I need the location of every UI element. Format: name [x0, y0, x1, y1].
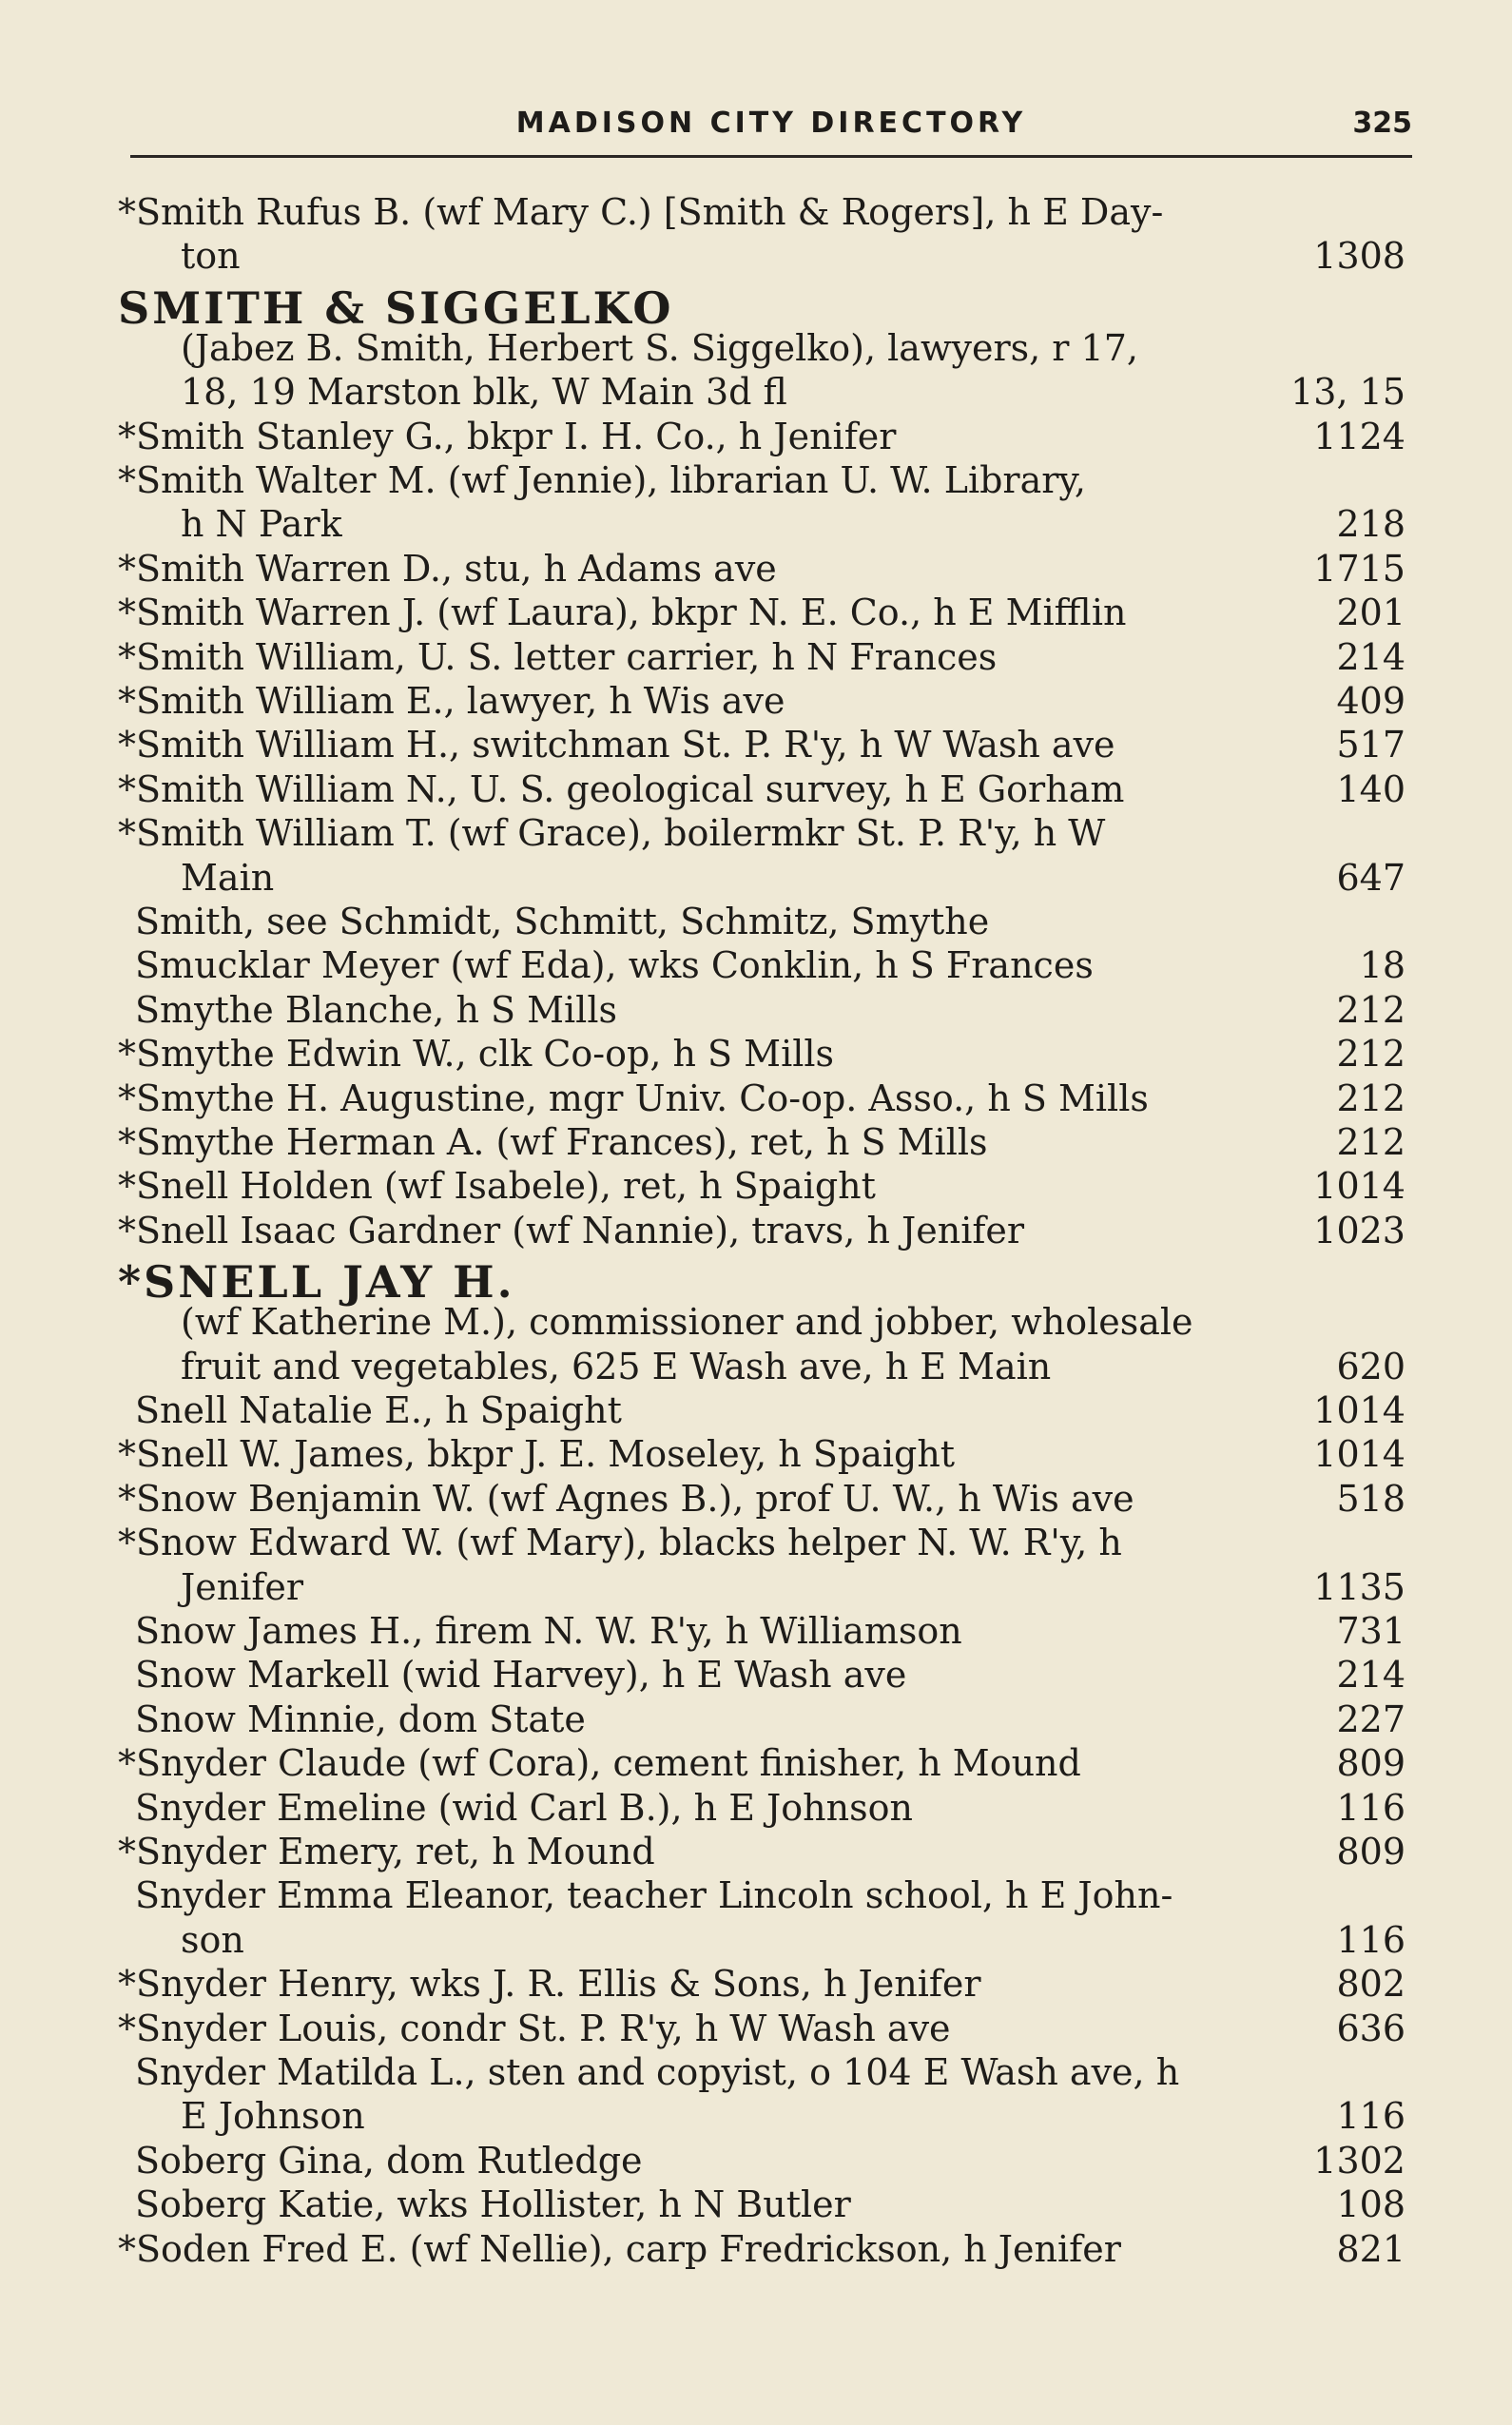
- entry-text: Snyder Emeline (wid Carl B.), h E Johnson: [135, 1786, 913, 1829]
- directory-line: [181, 1565, 1405, 1609]
- directory-line: [118, 547, 1405, 591]
- entry-number: 1014: [1313, 1389, 1405, 1431]
- entry-number: 212: [1336, 1121, 1405, 1163]
- entry-number: 116: [1336, 1918, 1405, 1961]
- entry-number: 108: [1336, 2183, 1405, 2226]
- entry-number: 1014: [1313, 1433, 1405, 1476]
- entry-text: fruit and vegetables, 625 E Wash ave, h E Main: [181, 1345, 1052, 1387]
- entry-number: 731: [1336, 1610, 1405, 1652]
- directory-line: [135, 2182, 1405, 2226]
- directory-line: [118, 679, 1405, 723]
- entry-text: Smith, see Schmidt, Schmitt, Schmitz, Smythe: [135, 901, 990, 942]
- entry-number: 517: [1336, 724, 1405, 766]
- directory-line: [181, 234, 1405, 278]
- entry-text: Smythe Blanche, h S Mills: [135, 988, 617, 1031]
- entry-text: (Jabez B. Smith, Herbert S. Siggelko), lawyers, r 17,: [181, 326, 1138, 369]
- directory-line: [118, 190, 1405, 234]
- entry-number: 636: [1336, 2007, 1405, 2049]
- directory-line: [181, 502, 1405, 546]
- entry-text: Main: [181, 856, 275, 899]
- entry-text: *Snyder Louis, condr St. P. R'y, h W Wash ave: [118, 2007, 951, 2049]
- entry-text: *Snyder Claude (wf Cora), cement finisher, h Mound: [118, 1742, 1081, 1785]
- directory-line: [181, 1300, 1405, 1344]
- entry-text: *Snell W. James, bkpr J. E. Moseley, h Spaight: [118, 1433, 956, 1476]
- directory-line: [118, 811, 1405, 855]
- directory-line: [118, 2007, 1405, 2050]
- entry-text: Snyder Emma Eleanor, teacher Lincoln school, h E John-: [135, 1874, 1173, 1917]
- directory-line: [118, 767, 1405, 811]
- entry-text: *Snow Benjamin W. (wf Agnes B.), prof U. W., h Wis ave: [118, 1477, 1134, 1520]
- directory-line: [135, 1653, 1405, 1697]
- entry-text: Snow James H., firem N. W. R'y, h Williamson: [135, 1610, 962, 1652]
- directory-line: [181, 1345, 1405, 1388]
- entry-number: 212: [1336, 1033, 1405, 1076]
- entry-number: 647: [1336, 856, 1405, 899]
- entry-number: 13, 15: [1290, 371, 1405, 414]
- entry-number: 140: [1336, 767, 1405, 810]
- entry-number: 212: [1336, 988, 1405, 1031]
- entry-text: *Snow Edward W. (wf Mary), blacks helper N. W. R'y, h: [118, 1522, 1122, 1564]
- entry-text: Soberg Katie, wks Hollister, h N Butler: [135, 2183, 851, 2226]
- entry-text: 18, 19 Marston blk, W Main 3d fl: [181, 371, 787, 414]
- entry-number: 809: [1336, 1831, 1405, 1872]
- directory-line: [118, 2227, 1405, 2271]
- directory-line: [181, 2094, 1405, 2138]
- entry-number: 116: [1336, 1786, 1405, 1829]
- entry-number: 18: [1359, 944, 1405, 987]
- directory-line: [118, 1962, 1405, 2006]
- entry-number: 201: [1336, 592, 1405, 634]
- entry-number: 218: [1336, 503, 1405, 546]
- entry-number: 802: [1336, 1963, 1405, 2006]
- directory-line: [118, 723, 1405, 766]
- entry-number: 116: [1336, 2095, 1405, 2138]
- page-header: [130, 103, 1412, 152]
- entry-text: E Johnson: [181, 2095, 365, 2138]
- entry-text: Jenifer: [181, 1565, 304, 1608]
- directory-line: [118, 1120, 1405, 1164]
- entry-number: 821: [1336, 2227, 1405, 2270]
- directory-line: [118, 1432, 1405, 1476]
- entry-number: 1715: [1313, 547, 1405, 590]
- directory-line: [118, 635, 1405, 679]
- entry-text: h N Park: [181, 503, 342, 546]
- entry-text: *Smith William T. (wf Grace), boilermkr St. P. R'y, h W: [118, 812, 1106, 855]
- directory-line: [135, 1609, 1405, 1653]
- directory-line: [135, 1388, 1405, 1432]
- entry-number: 1124: [1313, 415, 1405, 457]
- directory-line: [181, 326, 1405, 370]
- entry-text: *Smith William E., lawyer, h Wis ave: [118, 680, 785, 722]
- directory-line: [135, 2050, 1405, 2094]
- entry-text: *Snell Isaac Gardner (wf Nannie), travs, h Jenifer: [118, 1209, 1025, 1251]
- directory-line: [118, 1164, 1405, 1208]
- directory-line: [135, 1873, 1405, 1917]
- directory-line: [135, 900, 1405, 943]
- firm-heading: *SNELL JAY H.: [118, 1256, 515, 1309]
- entry-number: 518: [1336, 1477, 1405, 1520]
- header-rule: [130, 155, 1412, 158]
- entry-text: *Smith William N., U. S. geological survey, h E Gorham: [118, 767, 1125, 810]
- directory-line: [181, 370, 1405, 414]
- page-title: MADISON CITY DIRECTORY: [515, 107, 1027, 140]
- entry-text: *Smith Stanley G., bkpr I. H. Co., h Jenifer: [118, 415, 897, 457]
- entry-number: 214: [1336, 1654, 1405, 1697]
- entry-text: *Snell Holden (wf Isabele), ret, h Spaight: [118, 1165, 876, 1208]
- entry-number: 1308: [1313, 235, 1405, 278]
- page-number: 325: [1352, 107, 1412, 140]
- directory-line: [118, 1477, 1405, 1521]
- entry-text: *Smith William, U. S. letter carrier, h N Frances: [118, 635, 998, 678]
- entry-number: 809: [1336, 1742, 1405, 1785]
- directory-line: [135, 943, 1405, 987]
- directory-line: [118, 1830, 1405, 1873]
- entry-text: Smucklar Meyer (wf Eda), wks Conklin, h S Frances: [135, 944, 1094, 987]
- directory-line: [118, 1077, 1405, 1120]
- entry-number: 212: [1336, 1077, 1405, 1119]
- entry-text: *Smith Walter M. (wf Jennie), librarian U. W. Library,: [118, 459, 1086, 501]
- directory-line: [118, 591, 1405, 634]
- entry-number: 1135: [1313, 1565, 1405, 1608]
- entry-text: (wf Katherine M.), commissioner and jobber, wholesale: [181, 1301, 1193, 1344]
- entry-number: 227: [1336, 1698, 1405, 1740]
- entry-text: *Smith William H., switchman St. P. R'y, h W Wash ave: [118, 724, 1115, 766]
- entry-text: ton: [181, 235, 241, 278]
- directory-line: [181, 1918, 1405, 1962]
- directory-line: [135, 2139, 1405, 2182]
- entry-text: *Smythe Edwin W., clk Co-op, h S Mills: [118, 1033, 835, 1076]
- entry-text: Snyder Matilda L., sten and copyist, o 104 E Wash ave, h: [135, 2051, 1180, 2093]
- entry-text: *Snyder Emery, ret, h Mound: [118, 1831, 655, 1872]
- entry-text: *Smith Warren J. (wf Laura), bkpr N. E. Co., h E Mifflin: [118, 592, 1127, 634]
- directory-line: [118, 1741, 1405, 1785]
- entry-number: 620: [1336, 1345, 1405, 1387]
- entry-text: Snow Minnie, dom State: [135, 1698, 586, 1740]
- directory-line: [118, 458, 1405, 502]
- entry-text: son: [181, 1918, 244, 1961]
- entry-text: *Smith Rufus B. (wf Mary C.) [Smith & Rogers], h E Day-: [118, 191, 1164, 233]
- directory-line: [118, 1209, 1405, 1252]
- entry-text: *Smith Warren D., stu, h Adams ave: [118, 547, 777, 590]
- entry-text: *Snyder Henry, wks J. R. Ellis & Sons, h Jenifer: [118, 1963, 981, 2006]
- directory-line: [181, 856, 1405, 900]
- directory-line: [135, 1698, 1405, 1741]
- directory-line: [118, 415, 1405, 458]
- entry-text: Snow Markell (wid Harvey), h E Wash ave: [135, 1654, 907, 1697]
- entry-text: *Soden Fred E. (wf Nellie), carp Fredrickson, h Jenifer: [118, 2227, 1121, 2270]
- entry-text: Snell Natalie E., h Spaight: [135, 1389, 622, 1431]
- entry-number: 1023: [1313, 1209, 1405, 1251]
- directory-line: [118, 1032, 1405, 1076]
- entry-text: *Smythe Herman A. (wf Frances), ret, h S Mills: [118, 1121, 988, 1163]
- directory-line: [135, 988, 1405, 1032]
- entry-number: 1014: [1313, 1165, 1405, 1208]
- entry-number: 214: [1336, 635, 1405, 678]
- directory-line: [118, 1521, 1405, 1564]
- directory-line: [135, 1786, 1405, 1830]
- entry-text: Soberg Gina, dom Rutledge: [135, 2139, 643, 2182]
- entry-number: 1302: [1313, 2139, 1405, 2182]
- entry-number: 409: [1336, 680, 1405, 722]
- firm-heading: SMITH & SIGGELKO: [118, 281, 674, 334]
- entry-text: *Smythe H. Augustine, mgr Univ. Co-op. Asso., h S Mills: [118, 1077, 1149, 1119]
